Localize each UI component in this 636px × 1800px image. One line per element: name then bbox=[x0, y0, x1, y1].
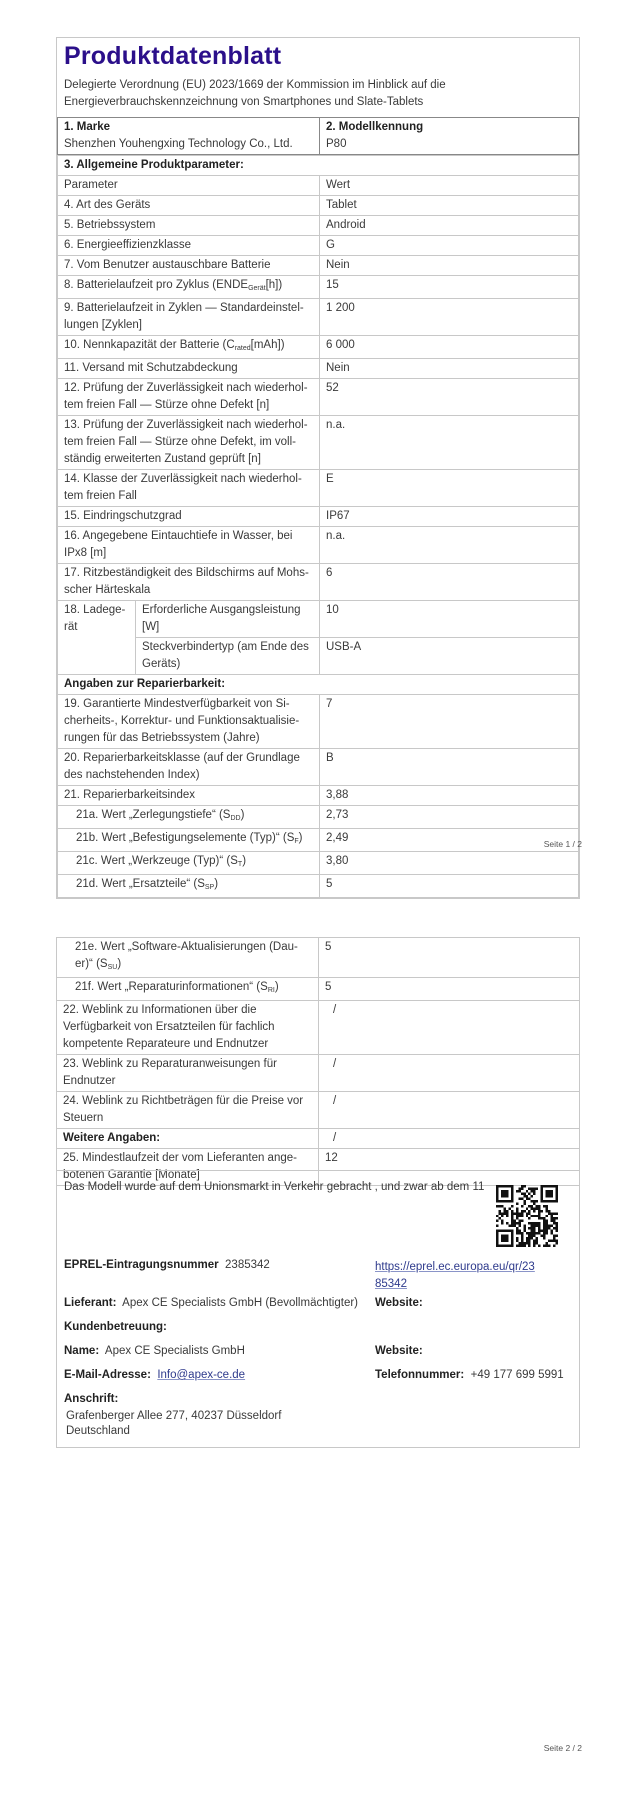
supplier-label: Lieferant: bbox=[64, 1297, 117, 1309]
row-value: / bbox=[319, 1092, 580, 1129]
table-row bbox=[58, 527, 579, 564]
label-text: 21f. Wert „Reparaturinformationen“ (S bbox=[75, 981, 268, 993]
row-label: 13. Prüfung der Zuverlässigkeit nach wiederhol-tem freien Fall — Stürze ohne Defekt, im voll-ständig erweiterten Zustand geprüft [n] bbox=[58, 416, 320, 470]
table-row bbox=[58, 749, 579, 786]
row-label: 11. Versand mit Schutzabdeckung bbox=[58, 359, 320, 379]
website-label-2: Website: bbox=[375, 1345, 423, 1357]
supplier-value: Apex CE Specialists GmbH (Bevollmächtigter) bbox=[122, 1297, 359, 1309]
row-label: 20. Reparierbarkeitsklasse (auf der Grundlage des nachstehenden Index) bbox=[58, 749, 320, 786]
row-label: 24. Weblink zu Richtbeträgen für die Preise vor Steuern bbox=[57, 1092, 319, 1129]
row-value: 6 bbox=[320, 564, 579, 601]
row-label: 9. Batterielaufzeit in Zyklen — Standardeinstel-lungen [Zyklen] bbox=[58, 299, 320, 336]
repair-section-title: Angaben zur Reparierbarkeit: bbox=[58, 675, 579, 695]
label-subscript: SP bbox=[204, 884, 215, 891]
row-value: IP67 bbox=[320, 507, 579, 527]
label-suffix: ) bbox=[242, 855, 247, 867]
email-row bbox=[64, 1369, 245, 1381]
email-link[interactable]: Info@apex-ce.de bbox=[157, 1369, 246, 1381]
table-row bbox=[58, 852, 579, 875]
col-param-header: Parameter bbox=[58, 176, 320, 196]
charger-power-label: Erforderliche Ausgangsleistung [W] bbox=[136, 601, 320, 638]
warranty-label: 25. Mindestlaufzeit der vom Lieferanten ange-botenen Garantie [Monate] bbox=[57, 1149, 319, 1186]
page-title: Produktdatenblatt bbox=[64, 42, 282, 70]
row-label bbox=[58, 875, 320, 898]
table-row bbox=[57, 978, 580, 1001]
label-text: 21d. Wert „Ersatzteile“ (S bbox=[76, 878, 205, 890]
label-text: 8. Batterielaufzeit pro Zyklus (ENDE bbox=[64, 279, 249, 291]
parameter-table bbox=[57, 155, 579, 898]
page-number-1: Seite 1 / 2 bbox=[543, 839, 582, 849]
row-label: 5. Betriebssystem bbox=[58, 216, 320, 236]
parameter-table-continued bbox=[56, 937, 580, 1186]
supplier-row bbox=[64, 1297, 358, 1309]
regulation-subtitle bbox=[57, 71, 579, 117]
row-label: 19. Garantierte Mindestverfügbarkeit von Si-cherheits-, Korrektur- und Funktionsaktualisie-rungen für das Betriebssystem (Jahre) bbox=[58, 695, 320, 749]
page-2-table bbox=[56, 937, 580, 1186]
row-value: 2,49 bbox=[320, 829, 579, 852]
row-value: 5 bbox=[319, 938, 580, 978]
row-label: 21. Reparierbarkeitsindex bbox=[58, 786, 320, 806]
label-suffix: ) bbox=[214, 878, 219, 890]
table-row bbox=[58, 336, 579, 359]
row-label bbox=[58, 806, 320, 829]
brand-model-table bbox=[57, 117, 579, 155]
more-info-value: / bbox=[319, 1129, 580, 1149]
row-label: 14. Klasse der Zuverlässigkeit nach wiederhol-tem freien Fall bbox=[58, 470, 320, 507]
label-suffix: ) bbox=[274, 981, 279, 993]
row-label: 6. Energieeffizienzklasse bbox=[58, 236, 320, 256]
table-row bbox=[57, 1092, 580, 1129]
row-label: 7. Vom Benutzer austauschbare Batterie bbox=[58, 256, 320, 276]
address-line-1: Grafenberger Allee 277, 40237 Düsseldorf bbox=[66, 1410, 282, 1422]
address-line-2: Deutschland bbox=[66, 1425, 130, 1437]
table-row bbox=[58, 786, 579, 806]
row-value: 5 bbox=[320, 875, 579, 898]
phone-value: +49 177 699 5991 bbox=[470, 1369, 564, 1381]
eprel-label: EPREL-Eintragungsnummer bbox=[64, 1259, 219, 1271]
market-text: Das Modell wurde auf dem Unionsmarkt in Verkehr gebracht , und zwar ab dem 11 bbox=[64, 1181, 485, 1193]
label-subscript: Gerät bbox=[248, 285, 266, 292]
table-row bbox=[58, 564, 579, 601]
row-label: 15. Eindringschutzgrad bbox=[58, 507, 320, 527]
charger-row-power bbox=[58, 601, 579, 638]
more-info-label: Weitere Angaben: bbox=[57, 1129, 319, 1149]
col-value-header: Wert bbox=[320, 176, 579, 196]
charger-connector-value: USB-A bbox=[320, 638, 579, 675]
label-suffix: ) bbox=[298, 832, 303, 844]
table-row bbox=[58, 470, 579, 507]
row-label: 17. Ritzbeständigkeit des Bildschirms auf Mohs-scher Härteskala bbox=[58, 564, 320, 601]
table-row bbox=[58, 695, 579, 749]
row-value: G bbox=[320, 236, 579, 256]
name-row bbox=[64, 1345, 245, 1357]
address-label: Anschrift: bbox=[64, 1393, 119, 1405]
brand-label: 1. Marke bbox=[64, 121, 111, 133]
row-value: 5 bbox=[319, 978, 580, 1001]
qr-code-icon[interactable] bbox=[496, 1185, 558, 1247]
row-value: Android bbox=[320, 216, 579, 236]
row-value: E bbox=[320, 470, 579, 507]
row-label: 16. Angegebene Eintauchtiefe in Wasser, bei IPx8 [m] bbox=[58, 527, 320, 564]
name-label: Name: bbox=[64, 1345, 100, 1357]
charger-label: 18. Ladege-rät bbox=[58, 601, 136, 675]
label-suffix: [mAh]) bbox=[250, 339, 285, 351]
charger-connector-label: Steckverbindertyp (am Ende des Geräts) bbox=[136, 638, 320, 675]
table-row bbox=[58, 507, 579, 527]
eprel-value: 2385342 bbox=[225, 1259, 270, 1271]
row-label bbox=[58, 829, 320, 852]
table-row bbox=[58, 829, 579, 852]
label-text: 21e. Wert „Software-Aktualisierungen (Dau-er)“ (S bbox=[75, 941, 298, 970]
charger-power-value: 10 bbox=[320, 601, 579, 638]
row-label: 4. Art des Geräts bbox=[58, 196, 320, 216]
website-label-1: Website: bbox=[375, 1297, 423, 1309]
row-value: 15 bbox=[320, 276, 579, 299]
row-value: Nein bbox=[320, 359, 579, 379]
general-section-title: 3. Allgemeine Produktparameter: bbox=[58, 156, 579, 176]
label-suffix: ) bbox=[240, 809, 245, 821]
label-subscript: SU bbox=[107, 964, 118, 971]
label-suffix: [h]) bbox=[265, 279, 283, 291]
row-label bbox=[58, 852, 320, 875]
row-value: 3,80 bbox=[320, 852, 579, 875]
model-cell bbox=[320, 118, 579, 155]
eprel-link-line-1[interactable]: https://eprel.ec.europa.eu/qr/23 bbox=[375, 1261, 535, 1273]
row-value: 3,88 bbox=[320, 786, 579, 806]
table-row bbox=[58, 236, 579, 256]
model-label: 2. Modellkennung bbox=[326, 121, 424, 133]
table-row bbox=[58, 806, 579, 829]
table-row bbox=[58, 875, 579, 898]
row-value: Tablet bbox=[320, 196, 579, 216]
table-row bbox=[58, 299, 579, 336]
label-subscript: T bbox=[237, 861, 243, 868]
label-text: 21c. Wert „Werkzeuge (Typ)“ (S bbox=[76, 855, 238, 867]
label-subscript: RI bbox=[267, 987, 275, 994]
more-info-row bbox=[57, 1129, 580, 1149]
table-row bbox=[58, 216, 579, 236]
eprel-link[interactable] bbox=[375, 1259, 535, 1293]
row-label: 22. Weblink zu Informationen über die Verfügbarkeit von Ersatzteilen für fachlich kompetente Reparateure und Endnutzer bbox=[57, 1001, 319, 1055]
label-text: 21b. Wert „Befestigungselemente (Typ)“ (S bbox=[76, 832, 295, 844]
table-row bbox=[58, 416, 579, 470]
email-label: E-Mail-Adresse: bbox=[64, 1369, 151, 1381]
row-value: 2,73 bbox=[320, 806, 579, 829]
row-value: Nein bbox=[320, 256, 579, 276]
table-row bbox=[58, 256, 579, 276]
row-value: / bbox=[319, 1001, 580, 1055]
phone-row bbox=[375, 1369, 564, 1381]
row-label: 12. Prüfung der Zuverlässigkeit nach wiederhol-tem freien Fall — Stürze ohne Defekt [n] bbox=[58, 379, 320, 416]
supplier-info-box bbox=[56, 1170, 580, 1448]
label-subscript: F bbox=[294, 838, 299, 845]
row-value: n.a. bbox=[320, 416, 579, 470]
address bbox=[66, 1409, 281, 1439]
row-label bbox=[57, 978, 319, 1001]
label-text: 10. Nennkapazität der Batterie (C bbox=[64, 339, 235, 351]
row-value: 1 200 bbox=[320, 299, 579, 336]
row-label bbox=[57, 938, 319, 978]
label-suffix: ) bbox=[117, 958, 122, 970]
table-header-row bbox=[58, 176, 579, 196]
table-row bbox=[57, 938, 580, 978]
brand-value: Shenzhen Youhengxing Technology Co., Ltd. bbox=[64, 138, 293, 150]
label-subscript: DD bbox=[230, 815, 241, 822]
table-row bbox=[58, 276, 579, 299]
subtitle-line-2: Energieverbrauchskennzeichnung von Smartphones und Slate-Tablets bbox=[64, 96, 424, 108]
table-row bbox=[57, 1055, 580, 1092]
subtitle-line-1: Delegierte Verordnung (EU) 2023/1669 der Kommission im Hinblick auf die bbox=[64, 79, 446, 91]
row-label bbox=[58, 336, 320, 359]
page-1 bbox=[56, 37, 580, 899]
label-subscript: rated bbox=[234, 345, 251, 352]
table-row bbox=[58, 379, 579, 416]
name-value: Apex CE Specialists GmbH bbox=[104, 1345, 245, 1357]
table-row bbox=[58, 196, 579, 216]
label-text: 21a. Wert „Zerlegungstiefe“ (S bbox=[76, 809, 231, 821]
table-row bbox=[58, 359, 579, 379]
row-label bbox=[58, 276, 320, 299]
charger-row-connector bbox=[58, 638, 579, 675]
row-value: 7 bbox=[320, 695, 579, 749]
phone-label: Telefonnummer: bbox=[375, 1369, 465, 1381]
row-value: B bbox=[320, 749, 579, 786]
page-number-2: Seite 2 / 2 bbox=[543, 1743, 582, 1753]
model-value: P80 bbox=[326, 138, 347, 150]
eprel-row bbox=[64, 1259, 270, 1271]
row-value: / bbox=[319, 1055, 580, 1092]
row-label: 23. Weblink zu Reparaturanweisungen für Endnutzer bbox=[57, 1055, 319, 1092]
row-value: 6 000 bbox=[320, 336, 579, 359]
warranty-value: 12 bbox=[319, 1149, 580, 1186]
eprel-link-line-2[interactable]: 85342 bbox=[375, 1278, 407, 1290]
row-value: n.a. bbox=[320, 527, 579, 564]
brand-cell bbox=[58, 118, 320, 155]
customer-service-label: Kundenbetreuung: bbox=[64, 1321, 167, 1333]
table-row bbox=[57, 1001, 580, 1055]
row-value: 52 bbox=[320, 379, 579, 416]
